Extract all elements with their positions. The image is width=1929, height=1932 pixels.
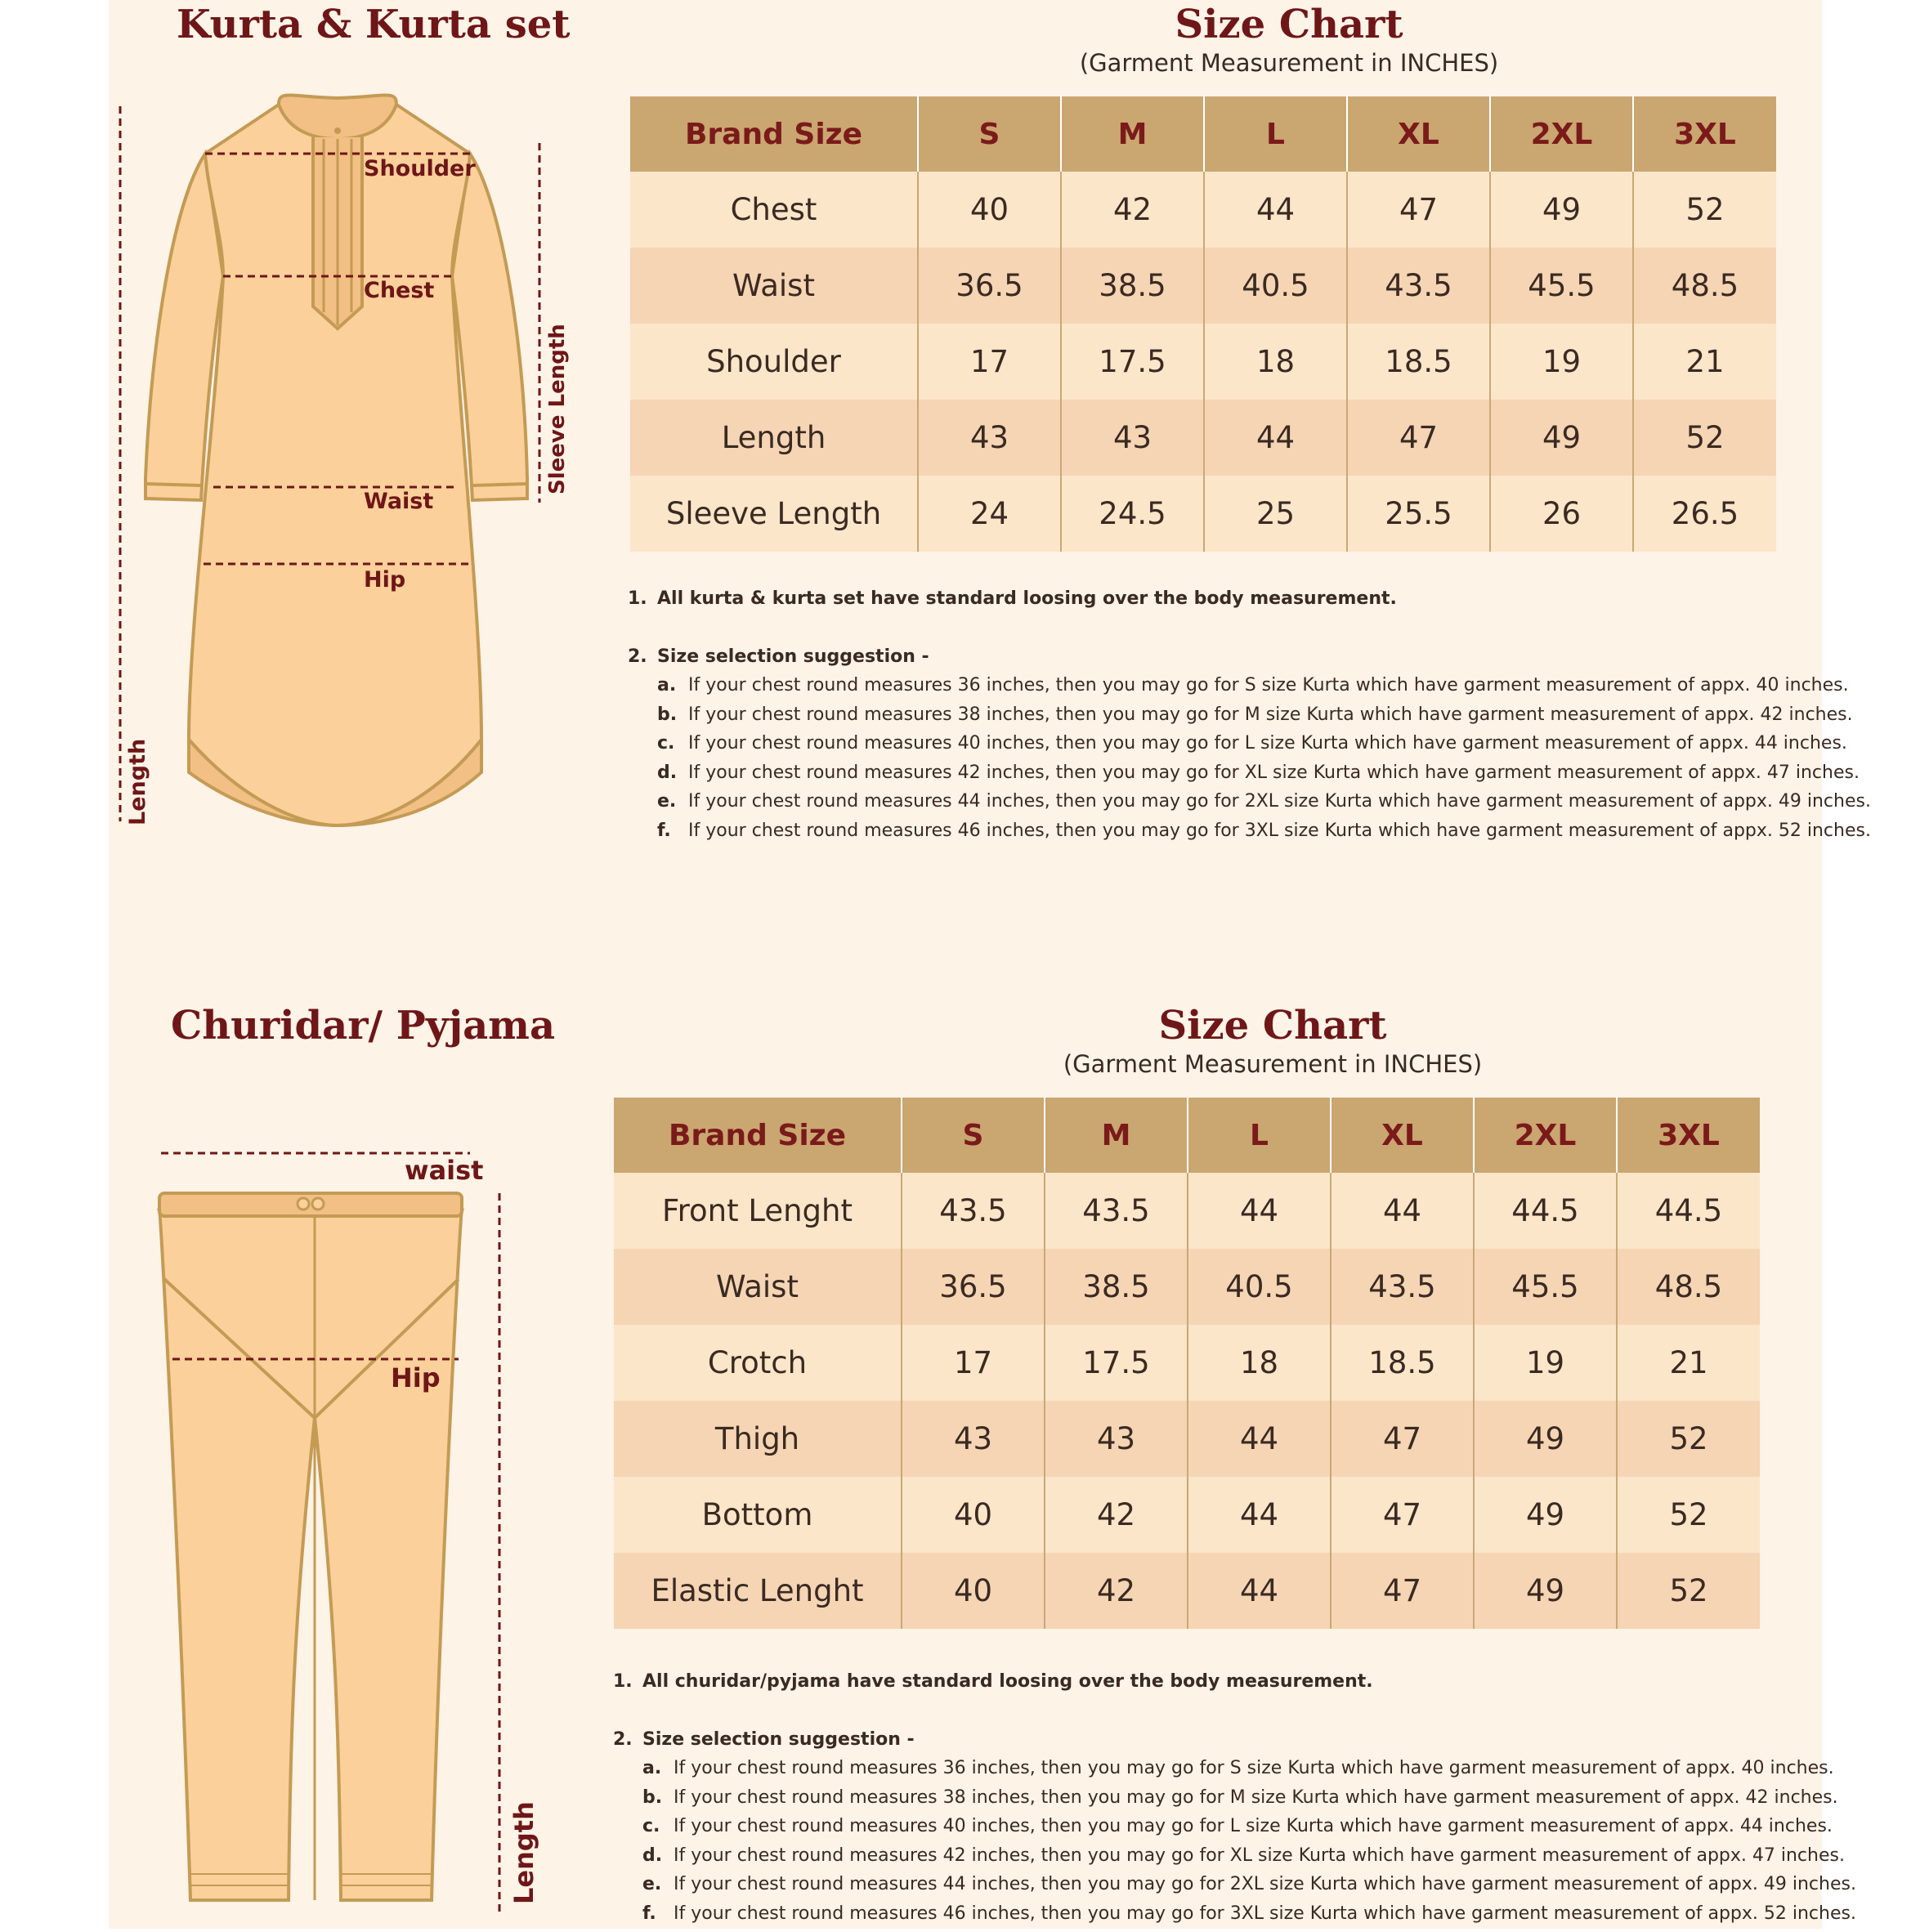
row-label: Front Lenght — [614, 1173, 902, 1249]
table-header-row — [630, 96, 1776, 172]
suggestion-letter: c. — [642, 1816, 660, 1836]
row-label: Waist — [630, 248, 918, 324]
kurta-chest-label: Chest — [364, 278, 435, 303]
brand-size-header: Brand Size — [630, 96, 918, 172]
size-header: S — [902, 1098, 1045, 1173]
row-label: Crotch — [614, 1325, 902, 1401]
table-cell: 49 — [1474, 1553, 1617, 1629]
table-cell: 43.5 — [902, 1173, 1045, 1249]
table-cell: 43 — [1045, 1401, 1188, 1477]
table-row — [630, 248, 1776, 324]
table-cell: 47 — [1331, 1401, 1474, 1477]
suggestion-letter: f. — [657, 820, 671, 841]
kurta-title: Kurta & Kurta set — [177, 2, 571, 47]
table-cell: 18.5 — [1331, 1325, 1474, 1401]
table-cell: 26.5 — [1633, 476, 1776, 552]
table-cell: 49 — [1474, 1477, 1617, 1553]
table-cell: 40.5 — [1188, 1249, 1331, 1325]
size-header: L — [1204, 96, 1347, 172]
table-cell: 49 — [1490, 400, 1633, 476]
note-text: Size selection suggestion - — [657, 646, 929, 667]
churidar-size-table — [614, 1098, 1760, 1629]
table-cell: 47 — [1331, 1477, 1474, 1553]
table-cell: 43.5 — [1045, 1173, 1188, 1249]
size-header: M — [1045, 1098, 1188, 1173]
note-number: 1. — [613, 1671, 633, 1692]
table-cell: 17 — [902, 1325, 1045, 1401]
table-cell: 43.5 — [1347, 248, 1490, 324]
size-header: XL — [1347, 96, 1490, 172]
table-cell: 17.5 — [1061, 324, 1204, 400]
table-row — [614, 1477, 1760, 1553]
table-cell: 52 — [1633, 172, 1776, 248]
suggestion-letter: c. — [657, 733, 675, 754]
table-cell: 47 — [1347, 400, 1490, 476]
row-label: Shoulder — [630, 324, 918, 400]
table-cell: 48.5 — [1633, 248, 1776, 324]
suggestion-letter: b. — [657, 704, 678, 725]
row-label: Chest — [630, 172, 918, 248]
suggestion-text: If your chest round measures 44 inches, then you may go for 2XL size Kurta which have garment measurement of appx. 49 inches. — [688, 791, 1871, 812]
table-row — [630, 172, 1776, 248]
size-header: S — [918, 96, 1061, 172]
table-cell: 17 — [918, 324, 1061, 400]
table-cell: 47 — [1347, 172, 1490, 248]
suggestion-letter: f. — [642, 1903, 656, 1924]
size-header: 2XL — [1490, 96, 1633, 172]
size-header: L — [1188, 1098, 1331, 1173]
table-row — [614, 1325, 1760, 1401]
row-label: Thigh — [614, 1401, 902, 1477]
table-cell: 52 — [1617, 1401, 1760, 1477]
churidar-title: Churidar/ Pyjama — [171, 1003, 556, 1049]
kurta-chart-title: Size Chart — [1175, 2, 1403, 47]
table-cell: 43 — [918, 400, 1061, 476]
table-cell: 49 — [1474, 1401, 1617, 1477]
suggestion-text: If your chest round measures 42 inches, then you may go for XL size Kurta which have garment measurement of appx. 47 inches. — [674, 1845, 1845, 1866]
suggestion-letter: b. — [642, 1787, 663, 1808]
row-label: Elastic Lenght — [614, 1553, 902, 1629]
table-cell: 52 — [1617, 1553, 1760, 1629]
note-number: 2. — [628, 646, 647, 667]
note-number: 2. — [613, 1729, 633, 1750]
note-text: Size selection suggestion - — [642, 1729, 915, 1750]
table-cell: 19 — [1474, 1325, 1617, 1401]
table-cell: 44 — [1204, 400, 1347, 476]
suggestion-text: If your chest round measures 38 inches, then you may go for M size Kurta which have garment measurement of appx. 42 inches. — [674, 1787, 1838, 1808]
table-cell: 52 — [1633, 400, 1776, 476]
table-cell: 43 — [1061, 400, 1204, 476]
table-cell: 36.5 — [918, 248, 1061, 324]
table-row — [630, 476, 1776, 552]
table-cell: 38.5 — [1061, 248, 1204, 324]
size-header: M — [1061, 96, 1204, 172]
note-number: 1. — [628, 588, 647, 609]
table-cell: 18.5 — [1347, 324, 1490, 400]
table-cell: 44 — [1204, 172, 1347, 248]
table-cell: 45.5 — [1490, 248, 1633, 324]
suggestion-letter: a. — [657, 675, 677, 695]
suggestion-letter: d. — [642, 1845, 663, 1866]
churidar-length-label: Length — [508, 1801, 539, 1904]
table-cell: 48.5 — [1617, 1249, 1760, 1325]
brand-size-header: Brand Size — [614, 1098, 902, 1173]
kurta-shoulder-label: Shoulder — [364, 156, 476, 181]
table-cell: 44 — [1188, 1477, 1331, 1553]
table-row — [630, 324, 1776, 400]
table-row — [614, 1249, 1760, 1325]
table-cell: 42 — [1045, 1553, 1188, 1629]
table-cell: 25 — [1204, 476, 1347, 552]
table-row — [630, 400, 1776, 476]
kurta-waist-label: Waist — [364, 489, 434, 514]
table-cell: 43.5 — [1331, 1249, 1474, 1325]
suggestion-letter: e. — [642, 1874, 662, 1894]
table-cell: 44.5 — [1474, 1173, 1617, 1249]
table-cell: 21 — [1633, 324, 1776, 400]
churidar-illustration — [109, 1001, 599, 1929]
table-cell: 42 — [1045, 1477, 1188, 1553]
row-label: Sleeve Length — [630, 476, 918, 552]
churidar-hip-label: Hip — [391, 1362, 441, 1393]
table-row — [614, 1553, 1760, 1629]
table-cell: 24.5 — [1061, 476, 1204, 552]
suggestion-letter: d. — [657, 762, 678, 783]
suggestion-text: If your chest round measures 40 inches, then you may go for L size Kurta which have garment measurement of appx. 44 inches. — [674, 1816, 1833, 1836]
suggestion-text: If your chest round measures 40 inches, then you may go for L size Kurta which have garment measurement of appx. 44 inches. — [688, 733, 1847, 754]
table-cell: 49 — [1490, 172, 1633, 248]
suggestion-text: If your chest round measures 44 inches, then you may go for 2XL size Kurta which have garment measurement of appx. 49 inches. — [674, 1874, 1856, 1894]
table-cell: 36.5 — [902, 1249, 1045, 1325]
kurta-section — [109, 0, 1871, 1001]
suggestion-letter: e. — [657, 791, 677, 812]
table-cell: 24 — [918, 476, 1061, 552]
kurta-hip-label: Hip — [364, 567, 406, 593]
table-cell: 52 — [1617, 1477, 1760, 1553]
size-header: 2XL — [1474, 1098, 1617, 1173]
suggestion-text: If your chest round measures 46 inches, then you may go for 3XL size Kurta which have garment measurement of appx. 52 inches. — [674, 1903, 1856, 1924]
suggestion-text: If your chest round measures 38 inches, then you may go for M size Kurta which have garment measurement of appx. 42 inches. — [688, 704, 1853, 725]
table-cell: 40.5 — [1204, 248, 1347, 324]
row-label: Waist — [614, 1249, 902, 1325]
table-cell: 44.5 — [1617, 1173, 1760, 1249]
suggestion-text: If your chest round measures 46 inches, then you may go for 3XL size Kurta which have garment measurement of appx. 52 inches. — [688, 820, 1871, 841]
churidar-waistband — [159, 1193, 462, 1216]
churidar-legs — [159, 1210, 462, 1900]
kurta-size-table — [630, 96, 1776, 552]
table-cell: 44 — [1188, 1173, 1331, 1249]
suggestion-letter: a. — [642, 1758, 662, 1778]
table-cell: 43 — [902, 1401, 1045, 1477]
suggestion-text: If your chest round measures 36 inches, then you may go for S size Kurta which have garment measurement of appx. 40 inches. — [688, 675, 1849, 695]
table-cell: 44 — [1188, 1401, 1331, 1477]
table-cell: 21 — [1617, 1325, 1760, 1401]
size-header: XL — [1331, 1098, 1474, 1173]
kurta-illustration — [109, 0, 599, 842]
table-cell: 44 — [1331, 1173, 1474, 1249]
suggestion-text: If your chest round measures 42 inches, then you may go for XL size Kurta which have garment measurement of appx. 47 inches. — [688, 762, 1860, 783]
table-cell: 40 — [918, 172, 1061, 248]
row-label: Length — [630, 400, 918, 476]
table-cell: 47 — [1331, 1553, 1474, 1629]
note-text: All kurta & kurta set have standard loosing over the body measurement. — [657, 588, 1397, 609]
churidar-chart-title: Size Chart — [1158, 1003, 1387, 1049]
table-row — [614, 1173, 1760, 1249]
table-cell: 18 — [1188, 1325, 1331, 1401]
table-cell: 26 — [1490, 476, 1633, 552]
table-cell: 19 — [1490, 324, 1633, 400]
churidar-waist-label: waist — [405, 1155, 484, 1186]
size-header: 3XL — [1633, 96, 1776, 172]
table-cell: 18 — [1204, 324, 1347, 400]
row-label: Bottom — [614, 1477, 902, 1553]
table-cell: 40 — [902, 1477, 1045, 1553]
churidar-chart-subtitle: (Garment Measurement in INCHES) — [1063, 1050, 1483, 1078]
table-header-row — [614, 1098, 1760, 1173]
table-cell: 25.5 — [1347, 476, 1490, 552]
table-cell: 38.5 — [1045, 1249, 1188, 1325]
table-cell: 44 — [1188, 1553, 1331, 1629]
table-cell: 17.5 — [1045, 1325, 1188, 1401]
note-text: All churidar/pyjama have standard loosing over the body measurement. — [642, 1671, 1373, 1692]
kurta-length-label: Length — [125, 738, 150, 825]
table-cell: 45.5 — [1474, 1249, 1617, 1325]
churidar-section — [109, 1001, 1856, 1929]
size-header: 3XL — [1617, 1098, 1760, 1173]
kurta-chart-subtitle: (Garment Measurement in INCHES) — [1079, 49, 1499, 77]
table-row — [614, 1401, 1760, 1477]
size-guide-page — [109, 0, 1871, 1929]
table-cell: 42 — [1061, 172, 1204, 248]
suggestion-text: If your chest round measures 36 inches, then you may go for S size Kurta which have garment measurement of appx. 40 inches. — [674, 1758, 1834, 1778]
table-cell: 40 — [902, 1553, 1045, 1629]
kurta-sleeve-length-label: Sleeve Length — [545, 324, 570, 494]
